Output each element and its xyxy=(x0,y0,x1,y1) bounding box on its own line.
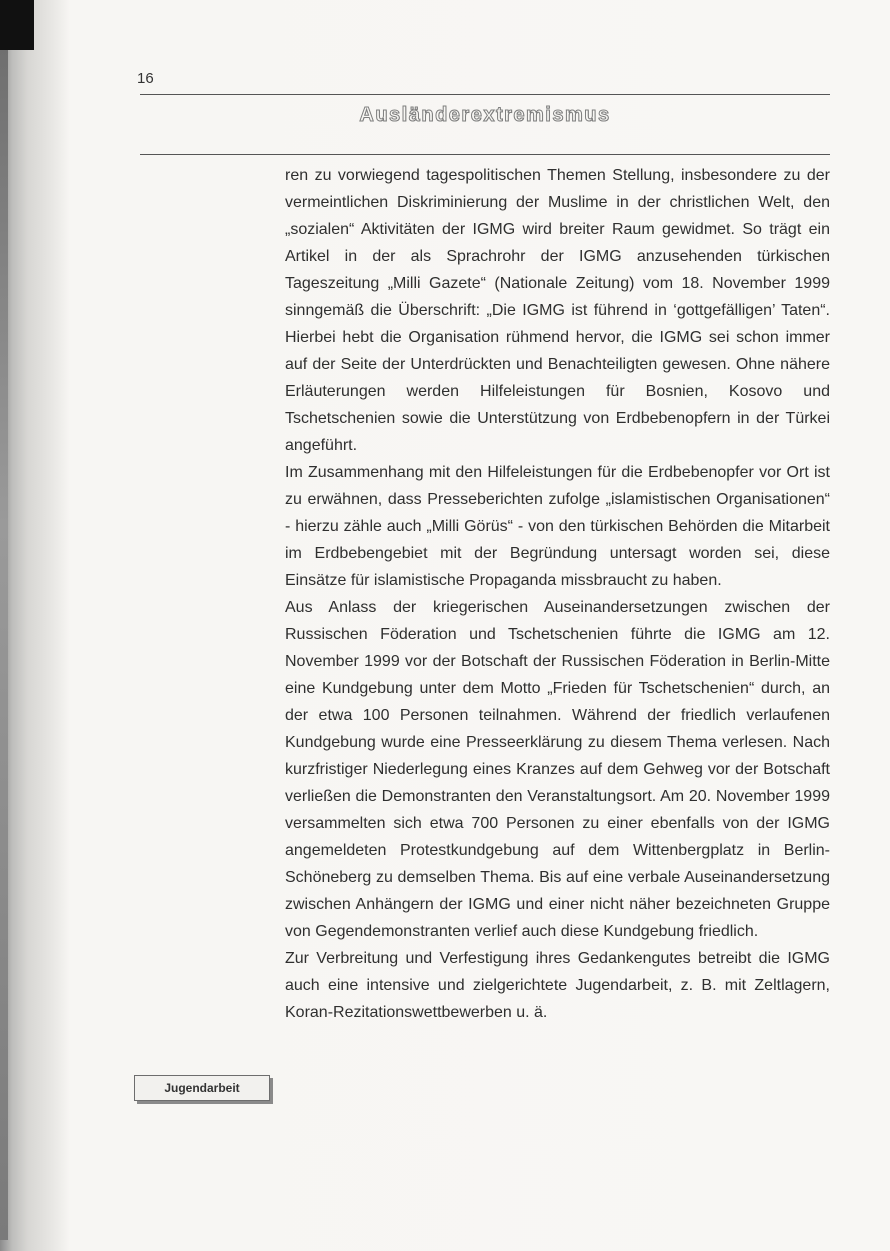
binding-mark xyxy=(0,0,34,50)
binding-shadow xyxy=(0,0,70,1251)
page-number: 16 xyxy=(137,70,154,87)
binding-strip xyxy=(0,50,8,1240)
paragraph-3: Aus Anlass der kriegerischen Auseinandersetzungen zwischen der Russischen Föderation und Tschetschenien führte die IGMG am 12. November 1999 vor der Botschaft der Russischen Föderation in Berlin-Mitte eine Kundgebung unter dem Motto „Frieden für Tschetschenien“ durch, an der etwa 100 Personen teilnahmen. Während der friedlich verlaufenen Kundgebung wurde eine Presseerklärung zu diesem Thema verlesen. Nach kurzfristiger Niederlegung eines Kranzes auf dem Gehweg vor der Botschaft verließen die Demonstranten den Veranstaltungsort. Am 20. November 1999 versammelten sich etwa 700 Personen zu einer ebenfalls von der IGMG angemeldeten Protestkundgebung auf dem Wittenbergplatz in Berlin-Schöneberg zu demselben Thema. Bis auf eine verbale Auseinandersetzung zwischen Anhängern der IGMG und einer nicht näher bezeichneten Gruppe von Gegendemonstranten verlief auch diese Kundgebung friedlich. xyxy=(285,599,830,940)
sidenote-jugendarbeit: Jugendarbeit xyxy=(134,1075,270,1101)
paragraph-1: ren zu vorwiegend tagespolitischen Themen Stellung, insbesondere zu der vermeintlichen Diskriminierung der Muslime in der christlichen Welt, den „sozialen“ Aktivitäten der IGMG wird breiter Raum gewidmet. So trägt ein Artikel in der als Sprachrohr der IGMG anzusehenden türkischen Tageszeitung „Milli Gazete“ (Nationale Zeitung) vom 18. November 1999 sinngemäß die Überschrift: „Die IGMG ist führend in ‘gottgefälligen’ Taten“. Hierbei hebt die Organisation rühmend hervor, die IGMG sei schon immer auf der Seite der Unterdrückten und Benachteiligten gewesen. Ohne nähere Erläuterungen werden Hilfeleistungen für Bosnien, Kosovo und Tschetschenien sowie die Unterstützung von Erdbebenopfern in der Türkei angeführt. xyxy=(285,167,830,454)
running-header: Ausländerextremismus xyxy=(359,104,611,126)
header-rule-top xyxy=(140,94,830,95)
paragraph-4: Zur Verbreitung und Verfestigung ihres Gedankengutes betreibt die IGMG auch eine intensive und zielgerichtete Jugendarbeit, z. B. mit Zeltlagern, Koran-Rezitationswettbewerben u. ä. xyxy=(285,950,830,1021)
body-text xyxy=(285,162,830,1026)
paragraph-2: Im Zusammenhang mit den Hilfeleistungen für die Erdbebenopfer vor Ort ist zu erwähnen, dass Presseberichten zufolge „islamistischen Organisationen“ - hierzu zähle auch „Milli Görüs“ - von den türkischen Behörden die Mitarbeit im Erdbebengebiet mit der Begründung untersagt worden sei, diese Einsätze für islamistische Propaganda missbraucht zu haben. xyxy=(285,464,830,589)
header-rule-bottom xyxy=(140,154,830,155)
